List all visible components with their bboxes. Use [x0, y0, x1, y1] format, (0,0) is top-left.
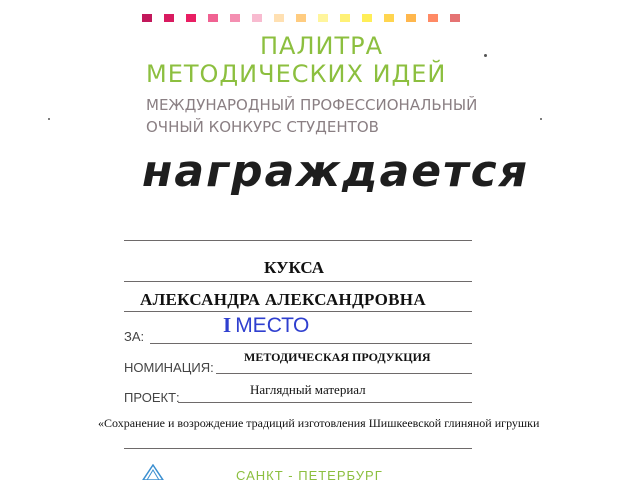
- subtitle-line-1: МЕЖДУНАРОДНЫЙ ПРОФЕССИОНАЛЬНЫЙ: [146, 96, 478, 114]
- color-strip-swatch: [142, 14, 152, 22]
- color-strip-swatch: [164, 14, 174, 22]
- awarded-heading: награждается: [142, 146, 529, 197]
- for-label: ЗА:: [124, 329, 145, 344]
- speck-mark: [48, 118, 50, 120]
- color-strip-swatch: [362, 14, 372, 22]
- color-strip-swatch: [340, 14, 350, 22]
- place-stamp: [223, 313, 309, 338]
- project-title: «Сохранение и возрождение традиций изготовления Шишкеевской глиняной игрушки: [98, 416, 540, 430]
- underline: [150, 343, 472, 344]
- color-strip-swatch: [384, 14, 394, 22]
- color-strip-swatch: [406, 14, 416, 22]
- color-strip-swatch: [450, 14, 460, 22]
- title-line-2: МЕТОДИЧЕСКИХ ИДЕЙ: [146, 60, 447, 88]
- color-strip-swatch: [428, 14, 438, 22]
- underline: [124, 448, 472, 449]
- color-strip: [142, 14, 460, 22]
- color-strip-swatch: [186, 14, 196, 22]
- color-strip-swatch: [318, 14, 328, 22]
- underline: [124, 311, 472, 312]
- speck-mark: [540, 118, 542, 120]
- underline: [124, 240, 472, 241]
- subtitle-line-2: ОЧНЫЙ КОНКУРС СТУДЕНТОВ: [146, 118, 379, 136]
- recipient-name: АЛЕКСАНДРА АЛЕКСАНДРОВНА: [140, 290, 426, 309]
- underline: [124, 281, 472, 282]
- color-strip-swatch: [252, 14, 262, 22]
- title-line-1: ПАЛИТРА: [260, 32, 384, 60]
- recipient-surname: КУКСА: [264, 258, 325, 277]
- color-strip-swatch: [296, 14, 306, 22]
- underline: [178, 402, 472, 403]
- footer-city: САНКТ - ПЕТЕРБУРГ: [236, 468, 383, 483]
- speck-mark: [484, 54, 487, 57]
- place-roman: I: [223, 313, 232, 337]
- color-strip-swatch: [274, 14, 284, 22]
- nomination-value: МЕТОДИЧЕСКАЯ ПРОДУКЦИЯ: [244, 350, 431, 364]
- place-text: МЕСТО: [235, 314, 310, 337]
- color-strip-swatch: [230, 14, 240, 22]
- project-value: Наглядный материал: [250, 382, 366, 397]
- underline: [216, 373, 472, 374]
- triangle-logo-icon: [142, 464, 164, 480]
- nomination-label: НОМИНАЦИЯ:: [124, 360, 214, 375]
- color-strip-swatch: [208, 14, 218, 22]
- project-label: ПРОЕКТ:: [124, 390, 180, 405]
